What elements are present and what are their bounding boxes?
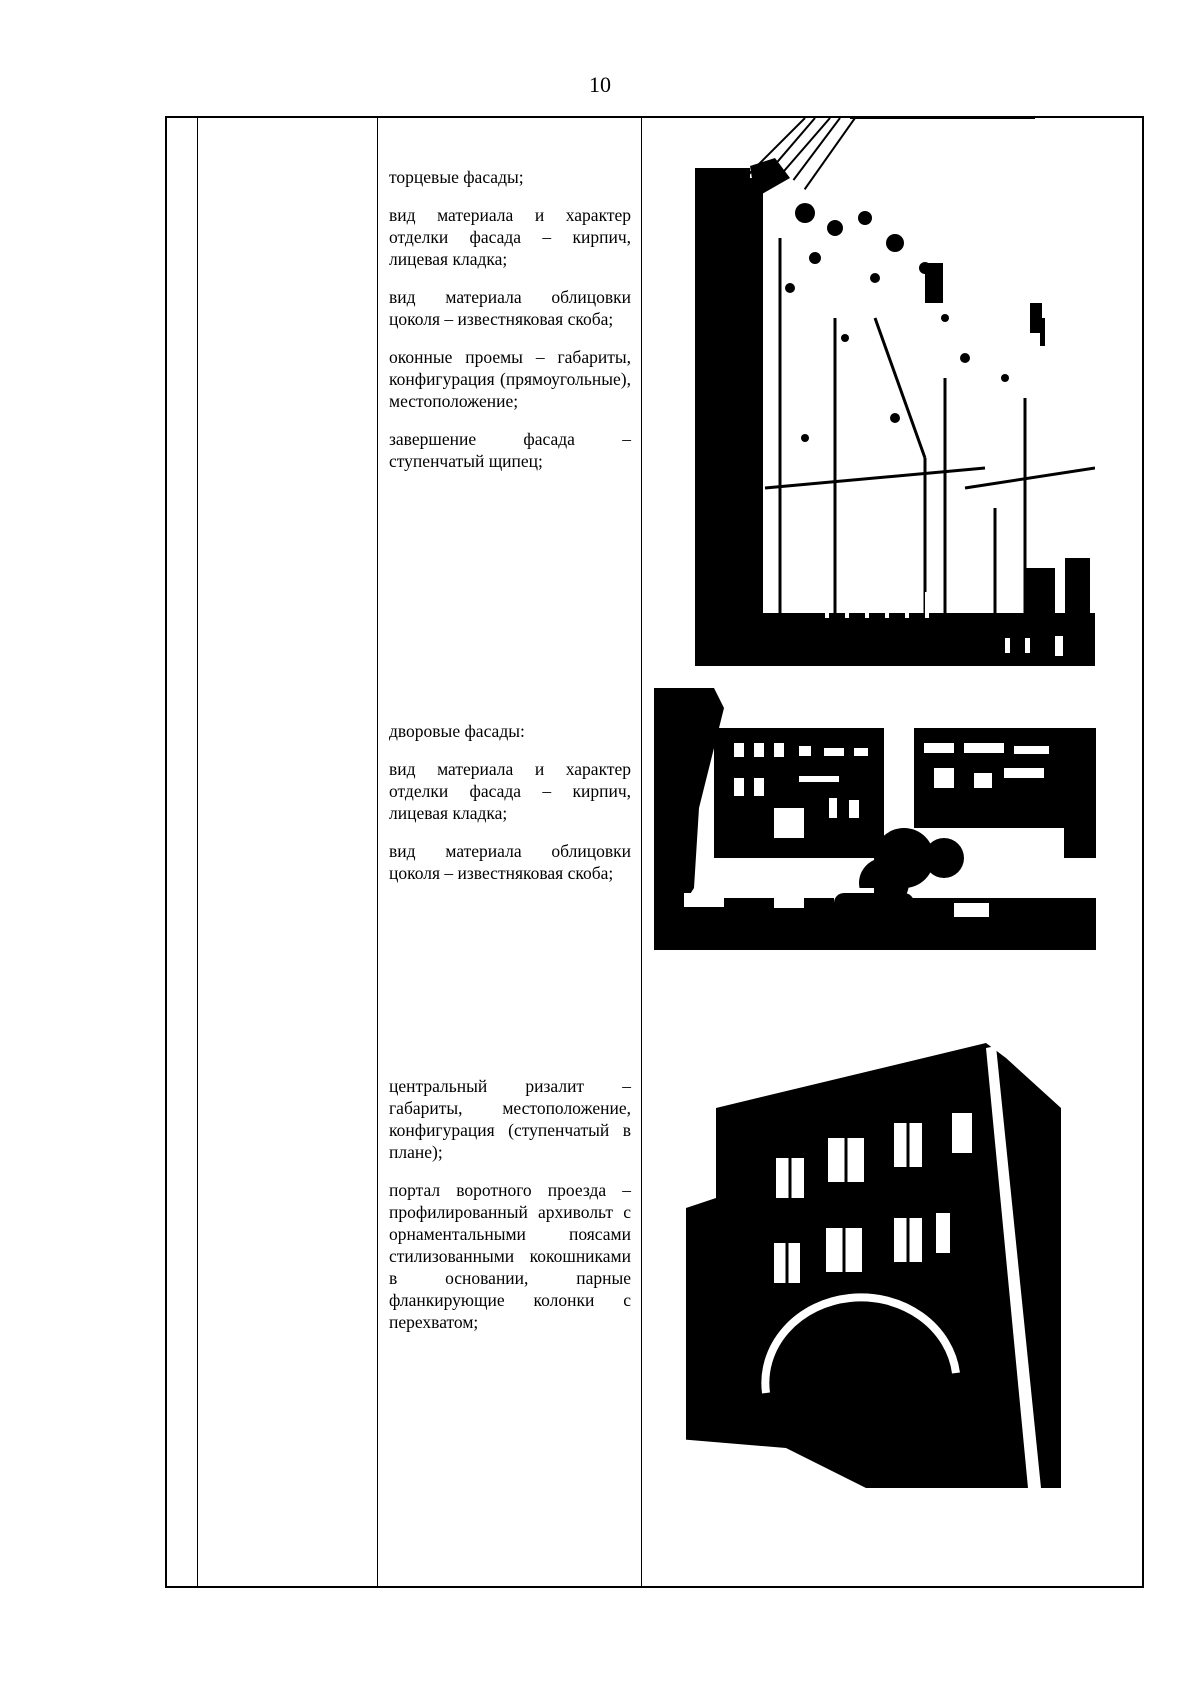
central-risalit-description: [389, 1075, 631, 1349]
paragraph: портал воротного проезда – профилированный архивольт с орнаментальными поясами стилизованными кокошниками в основании, парные фланкирующие колонки с перехватом;: [389, 1180, 631, 1332]
paragraph: вид материала и характер отделки фасада – кирпич, лицевая кладка;: [389, 205, 631, 269]
paragraph: вид материала облицовки цоколя – известняковая скоба;: [389, 841, 631, 883]
end-facade-photo: [695, 118, 1095, 666]
paragraph: оконные проемы – габариты, конфигурация (прямоугольные), местоположение;: [389, 347, 631, 411]
table-column-divider: [377, 118, 378, 1586]
central-risalit-photo: [666, 1018, 1066, 1488]
table-column-divider: [641, 118, 642, 1586]
end-facades-description: [389, 166, 631, 488]
paragraph: дворовые фасады:: [389, 721, 525, 741]
paragraph: вид материала и характер отделки фасада – кирпич, лицевая кладка;: [389, 759, 631, 823]
table-column-divider: [197, 118, 198, 1586]
paragraph: вид материала облицовки цоколя – известняковая скоба;: [389, 287, 631, 329]
paragraph: торцевые фасады;: [389, 167, 524, 187]
courtyard-facade-photo: [654, 688, 1096, 950]
paragraph: центральный ризалит – габариты, местоположение, конфигурация (ступенчатый в плане);: [389, 1076, 631, 1162]
paragraph: завершение фасада – ступенчатый щипец;: [389, 429, 631, 471]
courtyard-facades-description: [389, 720, 631, 900]
document-table: [165, 116, 1144, 1588]
page-number: 10: [589, 72, 611, 97]
